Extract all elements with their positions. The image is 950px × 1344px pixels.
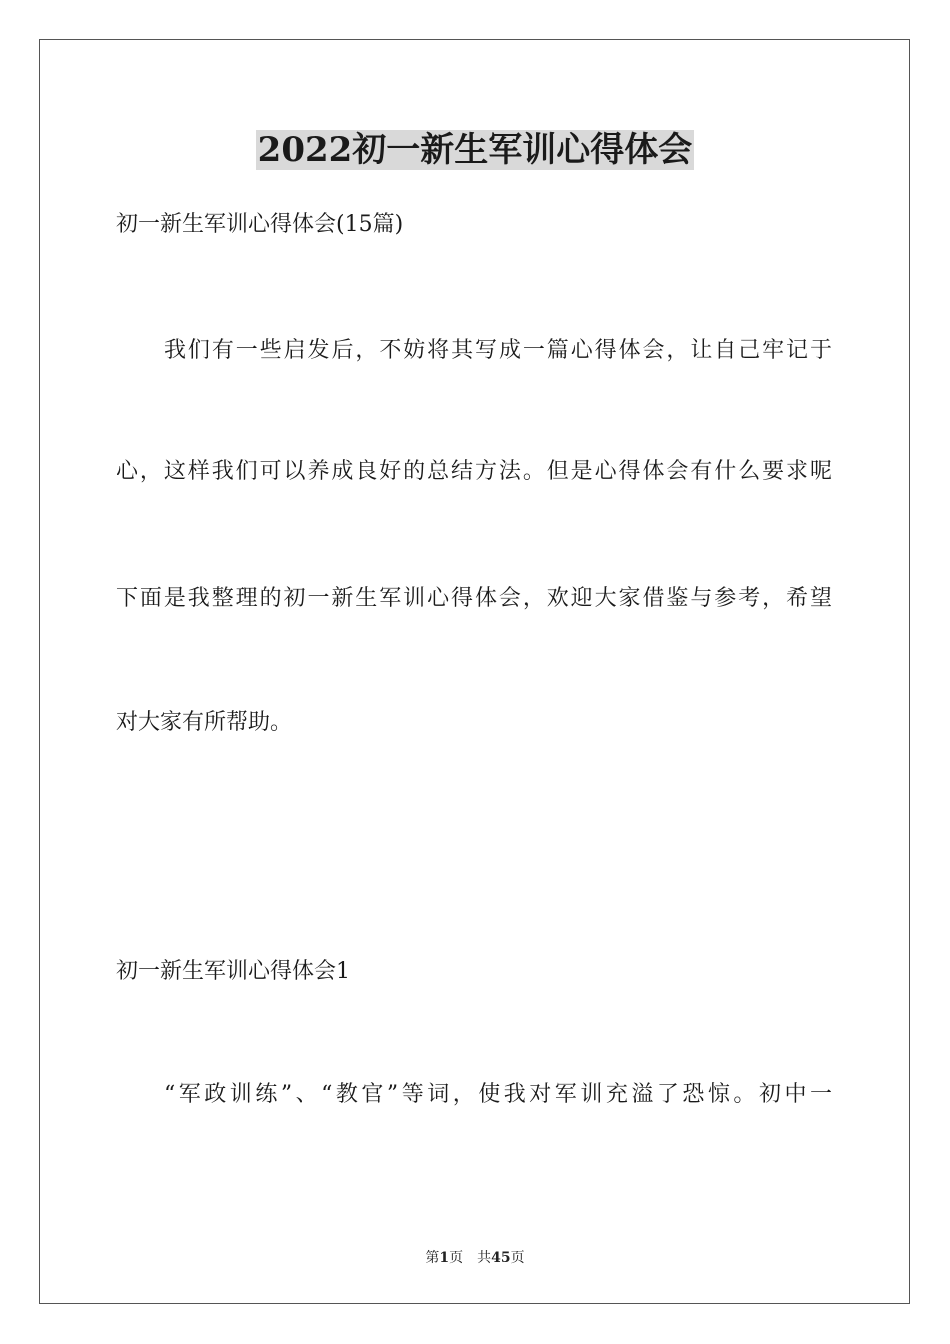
footer-page-current: 1: [439, 1250, 450, 1266]
intro-line-2: 心，这样我们可以养成良好的总结方法。但是心得体会有什么要求呢: [116, 459, 832, 484]
section-line-1: “军政训练”、“教官”等词，使我对军训充溢了恐惊。初中一: [164, 1082, 832, 1107]
footer-total-prefix: 共: [477, 1250, 492, 1266]
page-footer: [0, 1248, 950, 1268]
document-title: [0, 128, 950, 172]
intro-line-3: 下面是我整理的初一新生军训心得体会，欢迎大家借鉴与参考，希望: [116, 586, 832, 611]
intro-line-1: 我们有一些启发后，不妨将其写成一篇心得体会，让自己牢记于: [164, 338, 832, 363]
footer-page-prefix: 第: [425, 1250, 440, 1266]
document-title-text: 2022初一新生军训心得体会: [257, 130, 693, 170]
footer-total-unit: 页: [510, 1250, 525, 1266]
footer-page-unit: 页: [449, 1250, 464, 1266]
section-heading: 初一新生军训心得体会1: [116, 959, 350, 984]
footer-page-total: 45: [491, 1250, 511, 1266]
intro-line-4: 对大家有所帮助。: [116, 710, 293, 735]
document-subtitle: 初一新生军训心得体会(15篇): [116, 212, 404, 237]
